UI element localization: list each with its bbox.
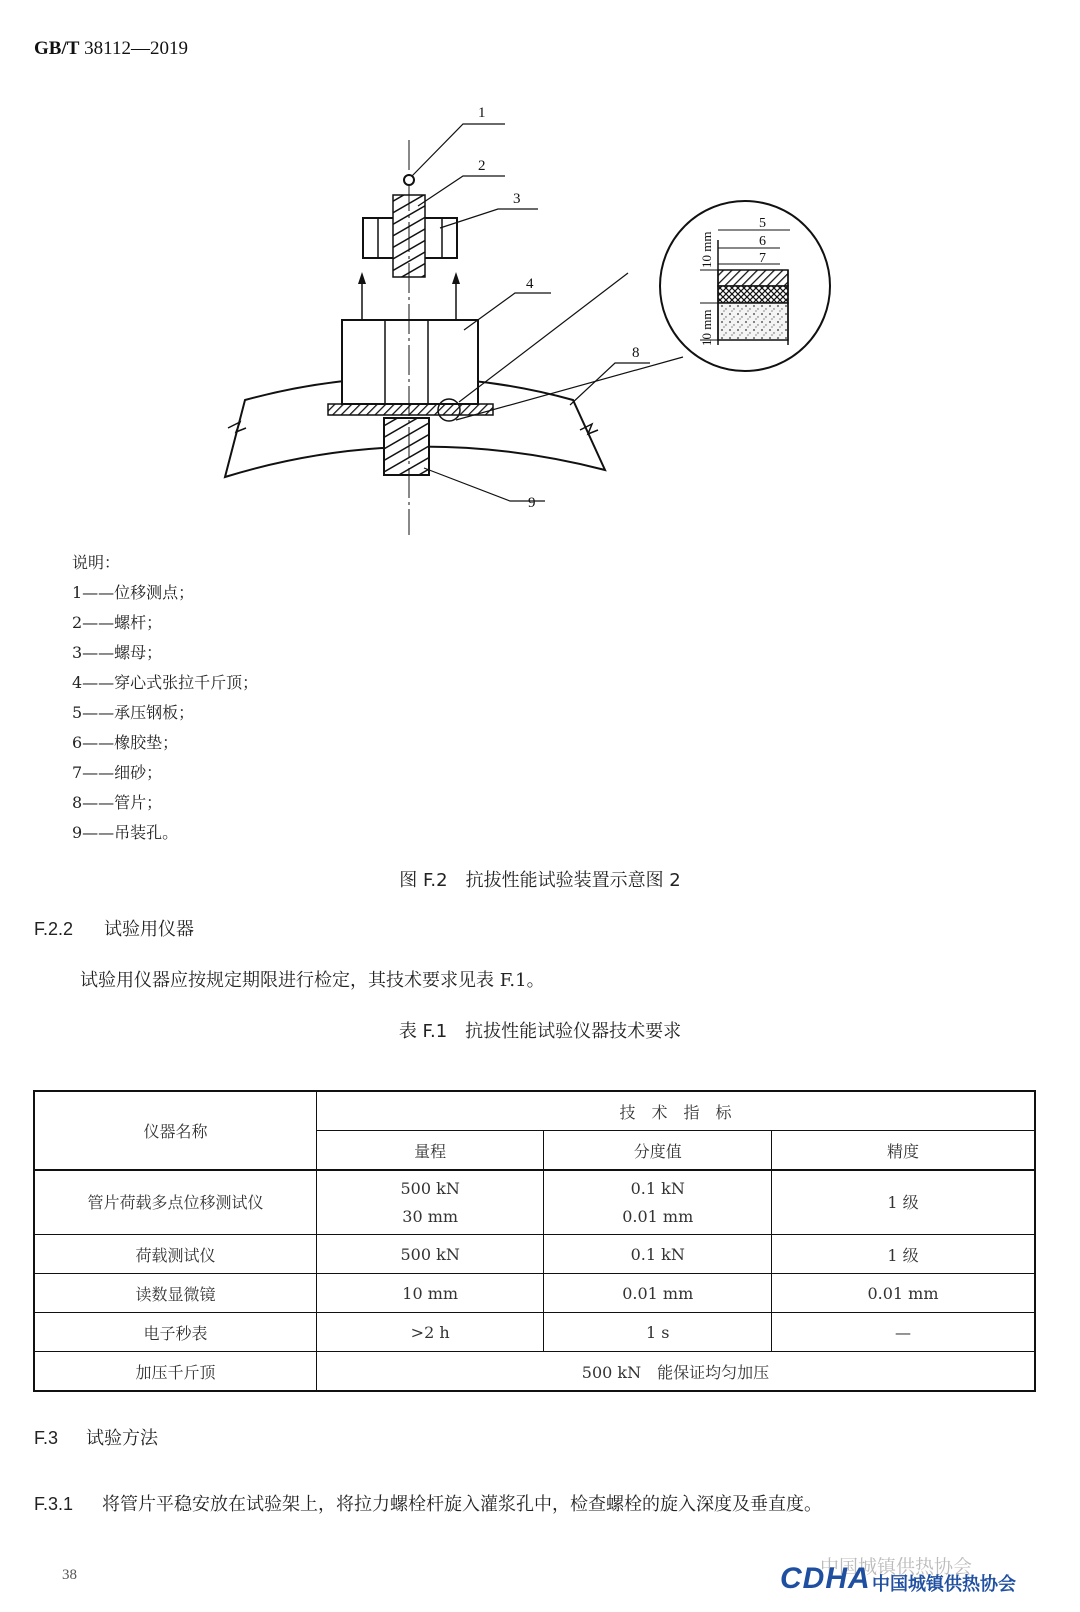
- table-row: 加压千斤顶 500 kN 能保证均匀加压: [34, 1352, 1035, 1392]
- callout-4: 4: [526, 276, 534, 292]
- legend-item: 7——细砂；: [72, 763, 163, 782]
- legend-item: 1——位移测点；: [72, 583, 195, 602]
- clause-f31: F.3.1 将管片平稳安放在试验架上，将拉力螺栓杆旋入灌浆孔中，检查螺栓的旋入深度及垂直度。: [34, 1494, 822, 1515]
- logo-org-name: 中国城镇供热协会: [872, 1574, 1016, 1595]
- header-instrument-name: 仪器名称: [34, 1091, 316, 1170]
- table-row: 电子秒表 >2 h 1 s —: [34, 1313, 1035, 1352]
- dim-label-lower: 10 mm: [699, 309, 714, 346]
- callout-3: 3: [513, 191, 521, 207]
- legend: [72, 548, 258, 848]
- header-tech-indicators: 技 术 指 标: [316, 1091, 1035, 1131]
- dim-label-upper: 10 mm: [699, 231, 714, 268]
- legend-title: 说明：: [72, 553, 121, 572]
- callout-5: 5: [759, 216, 766, 231]
- paragraph: 试验用仪器应按规定期限进行检定，其技术要求见表 F.1。: [80, 970, 545, 991]
- table-caption: 表 F.1 抗拔性能试验仪器技术要求: [398, 1021, 682, 1042]
- instrument-spec-table: [33, 1090, 1036, 1392]
- legend-item: 3——螺母；: [72, 643, 163, 662]
- table-row: 荷载测试仪 500 kN 0.1 kN 1 级: [34, 1235, 1035, 1274]
- callout-8: 8: [632, 345, 640, 361]
- cdha-logo: [780, 1556, 1070, 1600]
- legend-item: 5——承压钢板；: [72, 703, 195, 722]
- figure-caption: 图 F.2 抗拔性能试验装置示意图 2: [399, 870, 681, 891]
- header-accuracy: 精度: [772, 1131, 1036, 1171]
- table-row: 读数显微镜 10 mm 0.01 mm 0.01 mm: [34, 1274, 1035, 1313]
- callout-9: 9: [528, 495, 536, 511]
- header-range: 量程: [316, 1131, 544, 1171]
- table-row: 管片荷载多点位移测试仪 500 kN 30 mm 0.1 kN 0.01 mm 1 级: [34, 1170, 1035, 1235]
- section-heading-f3: F.3 试验方法: [34, 1428, 158, 1449]
- callout-1: 1: [478, 105, 486, 121]
- callout-6: 6: [759, 234, 766, 249]
- watermark-text: 中国城镇供热协会: [820, 1556, 973, 1578]
- standard-code: GB/T 38112—2019: [34, 38, 188, 59]
- callout-7: 7: [759, 251, 766, 266]
- legend-item: 9——吊装孔。: [72, 823, 179, 842]
- legend-item: 2——螺杆；: [72, 613, 163, 632]
- legend-item: 6——橡胶垫；: [72, 733, 179, 752]
- test-apparatus-diagram: [0, 0, 1080, 545]
- jack: [342, 320, 478, 404]
- page-number: 38: [62, 1567, 77, 1583]
- callout-2: 2: [478, 158, 486, 174]
- header-division: 分度值: [544, 1131, 772, 1171]
- section-heading-f22: F.2.2 试验用仪器: [34, 919, 194, 940]
- bearing-plate: [328, 404, 493, 415]
- hanging-hole: [384, 418, 429, 475]
- logo-mark: CDHA: [780, 1562, 871, 1595]
- legend-item: 4——穿心式张拉千斤顶；: [72, 673, 259, 692]
- measuring-point: [404, 175, 414, 185]
- legend-item: 8——管片；: [72, 793, 163, 812]
